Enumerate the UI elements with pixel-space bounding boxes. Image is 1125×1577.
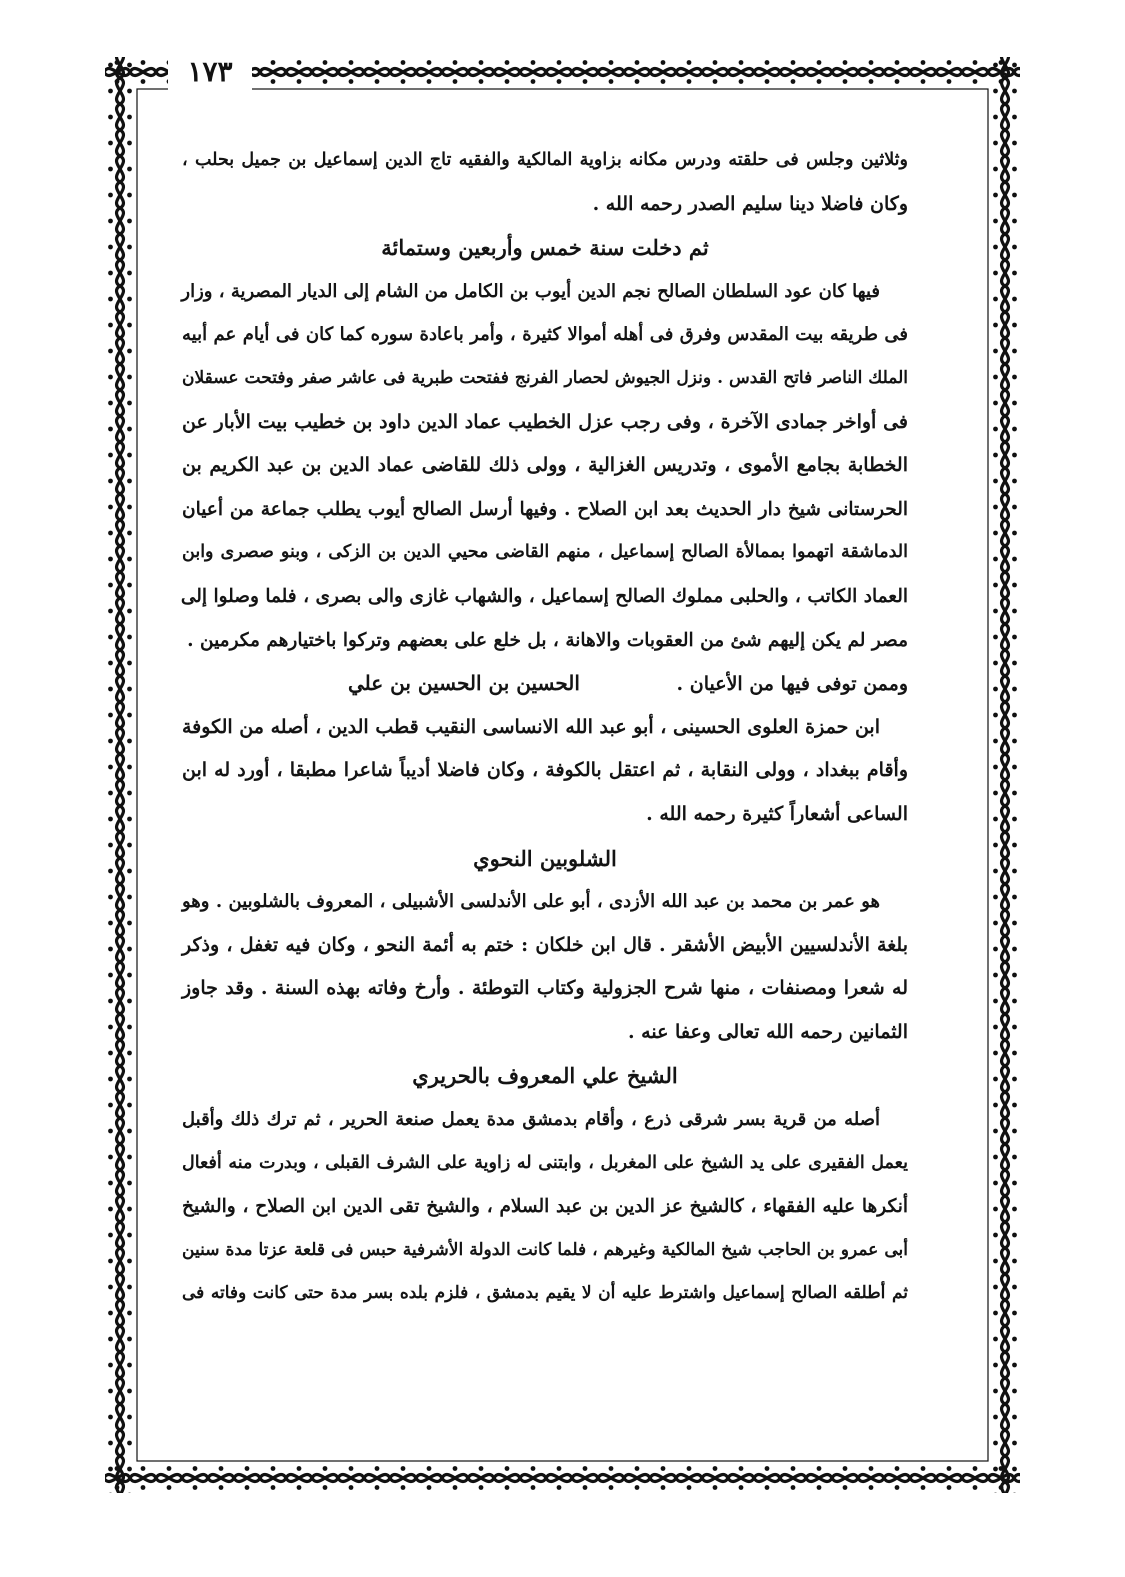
border-left xyxy=(105,57,135,1493)
person-name-heading: الحسين بن الحسين بن علي xyxy=(347,671,580,696)
text-line: العماد الكاتب ، والحلبى مملوك الصالح إسماعيل ، والشهاب غازى والى بصرى ، فلما وصلوا إلى xyxy=(180,585,908,607)
section-heading: الشلوبين النحوي xyxy=(473,845,617,871)
text-line: ثم أطلقه الصالح إسماعيل واشترط عليه أن لا يقيم بدمشق ، فلزم بلده بسر مدة حتى كانت وفاته فى xyxy=(182,1283,908,1304)
section-heading: ثم دخلت سنة خمس وأربعين وستمائة xyxy=(381,235,709,261)
obituary-intro-line xyxy=(182,662,908,706)
text-line: وكان فاضلا دينا سليم الصدر رحمه الله . xyxy=(592,192,908,215)
border-right xyxy=(990,57,1020,1493)
border-bottom xyxy=(105,1463,1020,1493)
text-line: الساعى أشعاراً كثيرة رحمه الله . xyxy=(646,802,908,825)
text-line: فى طريقه بيت المقدس وفرق فى أهله أموالا كثيرة ، وأمر باعادة سوره كما كان فى أيام عم أبيه xyxy=(182,324,908,346)
text-line: فيها كان عود السلطان الصالح نجم الدين أيوب بن الكامل من الشام إلى الديار المصرية ، وزار xyxy=(181,280,880,302)
text-line: ابن حمزة العلوى الحسينى ، أبو عبد الله الانساسى النقيب قطب الدين ، أصله من الكوفة xyxy=(182,715,880,738)
text-line: يعمل الفقيرى على يد الشيخ على المغربل ، وابتنى له زاوية على الشرف القبلى ، وبدرت منه أفعال xyxy=(182,1152,908,1173)
text-line: مصر لم يكن إليهم شئ من العقوبات والاهانة ، بل خلع على بعضهم وتركوا باختيارهم مكرمين . xyxy=(187,629,908,651)
text-line: له شعرا ومصنفات ، منها شرح الجزولية وكتاب التوطئة . وأرخ وفاته بهذه السنة . وقد جاوز xyxy=(182,977,908,1000)
text-line: أنكرها عليه الفقهاء ، كالشيخ عز الدين بن عبد السلام ، والشيخ تقى الدين ابن الصلاح ، والشيخ xyxy=(182,1196,908,1218)
text-line: الدماشقة اتهموا بممالأة الصالح إسماعيل ، منهم القاضى محيي الدين بن الزكى ، وبنو صصرى وابن xyxy=(182,542,908,563)
text-line: أصله من قرية بسر شرقى ذرع ، وأقام بدمشق مدة يعمل صنعة الحرير ، ثم ترك ذلك وأقبل xyxy=(182,1109,880,1131)
text-line: فى أواخر جمادى الآخرة ، وفى رجب عزل الخطيب عماد الدين داود بن خطيب بيت الأبار عن xyxy=(182,410,908,433)
text-line: بلغة الأندلسيين الأبيض الأشقر . قال ابن خلكان : ختم به أئمة النحو ، وكان فيه تغفل ، وذكر xyxy=(182,933,908,956)
text-line: أبى عمرو بن الحاجب شيخ المالكية وغيرهم ، فلما كانت الدولة الأشرفية حبس فى قلعة عزتا مدة سنين xyxy=(182,1239,908,1260)
text-line: وثلاثين وجلس فى حلقته ودرس مكانه بزاوية المالكية والفقيه تاج الدين إسماعيل بن جميل بحلب ، xyxy=(182,150,908,170)
text-line: الحرستانى شيخ دار الحديث بعد ابن الصلاح . وفيها أرسل الصالح أيوب يطلب جماعة من أعيان xyxy=(182,498,908,520)
section-heading: الشيخ علي المعروف بالحريري xyxy=(412,1063,678,1089)
text-line: الثمانين رحمه الله تعالى وعفا عنه . xyxy=(627,1020,908,1043)
obituary-intro-text: وممن توفى فيها من الأعيان . xyxy=(676,673,908,696)
text-line: الخطابة بجامع الأموى ، وتدريس الغزالية ، وولى ذلك للقاضى عماد الدين بن عبد الكريم بن xyxy=(182,454,908,477)
text-line: هو عمر بن محمد بن عبد الله الأزدى ، أبو على الأندلسى الأشبيلى ، المعروف بالشلوبين . وهو xyxy=(182,891,880,913)
text-line: الملك الناصر فاتح القدس . ونزل الجيوش لحصار الفرنج ففتحت طبرية فى عاشر صفر وفتحت عسقلان xyxy=(182,367,908,388)
page-body xyxy=(182,139,908,1316)
text-line: وأقام ببغداد ، وولى النقابة ، ثم اعتقل بالكوفة ، وكان فاضلا أديباً شاعرا مطبقا ، أورد له ابن xyxy=(182,759,908,782)
page-number: ١٧٣ xyxy=(168,50,252,94)
